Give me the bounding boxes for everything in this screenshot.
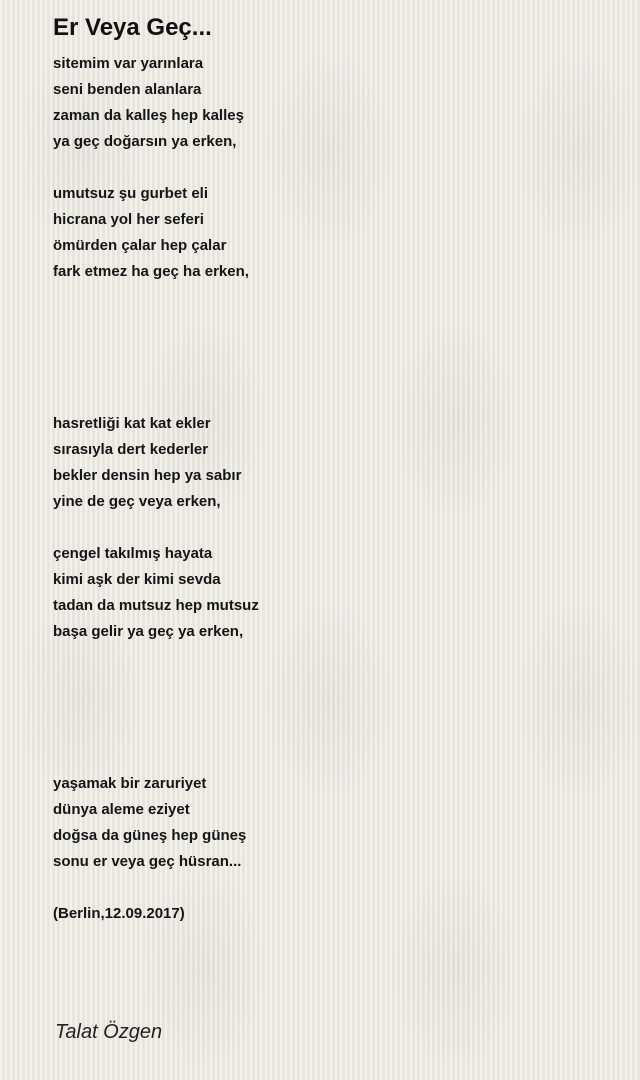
poem-line: kimi aşk der kimi sevda bbox=[53, 571, 221, 588]
stanza-2 bbox=[53, 181, 249, 285]
poem-line: fark etmez ha geç ha erken, bbox=[53, 263, 249, 280]
poem-line: tadan da mutsuz hep mutsuz bbox=[53, 597, 259, 614]
stanza-3 bbox=[53, 411, 241, 515]
poem-line: yaşamak bir zaruriyet bbox=[53, 775, 207, 792]
poem-line: bekler densin hep ya sabır bbox=[53, 467, 242, 484]
poem-date-line: (Berlin,12.09.2017) bbox=[53, 905, 185, 922]
poem-line: dünya aleme eziyet bbox=[53, 801, 190, 818]
poem-line: umutsuz şu gurbet eli bbox=[53, 185, 209, 202]
poem-line: zaman da kalleş hep kalleş bbox=[53, 107, 244, 124]
poem-line: sonu er veya geç hüsran... bbox=[53, 853, 242, 870]
poem-line: ömürden çalar hep çalar bbox=[53, 237, 227, 254]
poem-line: sitemim var yarınlara bbox=[53, 55, 204, 72]
poem-author: Talat Özgen bbox=[55, 1021, 163, 1043]
poem-line: sırasıyla dert kederler bbox=[53, 441, 209, 458]
poem-line: hicrana yol her seferi bbox=[53, 211, 204, 228]
poem-line: başa gelir ya geç ya erken, bbox=[53, 623, 244, 640]
poem-line: seni benden alanlara bbox=[53, 81, 202, 98]
poem-line: yine de geç veya erken, bbox=[53, 493, 221, 510]
poem-line: hasretliği kat kat ekler bbox=[53, 415, 211, 432]
poem-line: doğsa da güneş hep güneş bbox=[53, 827, 247, 844]
stanza-1 bbox=[53, 51, 244, 155]
poem-line: çengel takılmış hayata bbox=[53, 545, 213, 562]
poem-title: Er Veya Geç... bbox=[53, 14, 212, 41]
stanza-4 bbox=[53, 541, 259, 645]
poem-line: ya geç doğarsın ya erken, bbox=[53, 133, 237, 150]
stanza-5 bbox=[53, 771, 246, 875]
